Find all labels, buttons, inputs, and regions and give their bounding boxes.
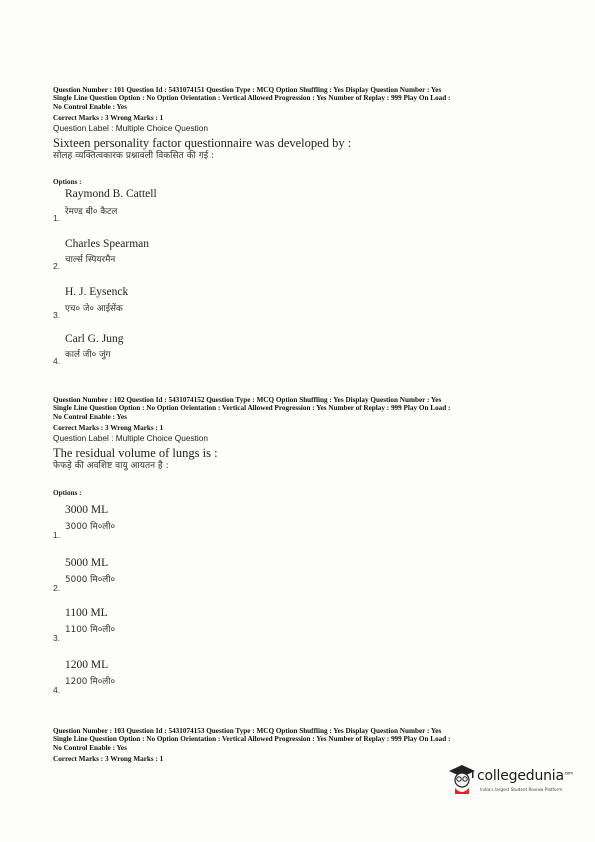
question-text-hi: सोलह व्यक्तित्वकारक प्रश्नावली विकसित की गई :	[53, 150, 215, 161]
question-101	[53, 86, 553, 163]
question-meta: Single Line Question Option : No Option Orientation : Vertical Allowed Progression : Yes Number of Replay : 999 Play On Load :	[53, 94, 451, 103]
logo-wordmark	[477, 768, 573, 784]
question-marks: Correct Marks : 3 Wrong Marks : 1	[53, 424, 164, 433]
question-102	[53, 396, 553, 473]
option-text-hi: कार्ल जी० जुंग	[65, 350, 111, 360]
options-list	[53, 504, 553, 704]
question-meta: Question Number : 103 Question Id : 5431074153 Question Type : MCQ Option Shuffling : Yes Display Question Number : Yes	[53, 727, 442, 735]
option-text-hi: एच० जे० आईसेंक	[65, 304, 123, 314]
option-text-hi: 1100 मि०ली०	[65, 625, 116, 635]
question-meta: Single Line Question Option : No Option Orientation : Vertical Allowed Progression : Yes Number of Replay : 999 Play On Load :	[53, 404, 451, 413]
question-text-hi: फेफड़े की अवशिष्ट वायु आयतन है :	[53, 460, 169, 471]
question-103	[53, 727, 553, 764]
option-number: 1.	[53, 530, 61, 540]
option-text-hi: 5000 मि०ली०	[65, 575, 116, 585]
option-text-en: 1200 ML	[65, 659, 109, 671]
option-text-en: 3000 ML	[65, 504, 109, 516]
option-text-hi: 1200 मि०ली०	[65, 677, 116, 687]
option-number: 3.	[53, 633, 61, 643]
option-text-hi: चार्ल्स स्पियरमैन	[65, 255, 116, 265]
options-list	[53, 188, 553, 378]
logo-name: collegedunia	[477, 768, 564, 784]
options-label: Options :	[53, 489, 82, 497]
logo-domain: .com	[563, 770, 573, 776]
option-text-en: 5000 ML	[65, 557, 109, 569]
option-text-hi: रेमण्ड बी० कैटल	[65, 207, 118, 217]
graduate-mascot-icon	[447, 762, 477, 798]
option-number: 2.	[53, 583, 61, 593]
option-text-en: 1100 ML	[65, 607, 108, 619]
option-number: 4.	[53, 685, 61, 695]
question-meta: Question Number : 102 Question Id : 5431074152 Question Type : MCQ Option Shuffling : Yes Display Question Number : Yes	[53, 396, 442, 404]
question-meta: Question Number : 101 Question Id : 5431074151 Question Type : MCQ Option Shuffling : Yes Display Question Number : Yes	[53, 86, 442, 94]
options-label: Options :	[53, 178, 82, 186]
option-number: 2.	[53, 261, 61, 271]
option-text-en: H. J. Eysenck	[65, 286, 129, 298]
option-text-en: Charles Spearman	[65, 238, 149, 250]
option-number: 3.	[53, 310, 61, 320]
question-label: Question Label : Multiple Choice Question	[53, 432, 208, 443]
options-heading	[53, 489, 553, 497]
question-marks: Correct Marks : 3 Wrong Marks : 1	[53, 755, 164, 764]
question-meta: No Control Enable : Yes	[53, 102, 127, 111]
question-meta: Single Line Question Option : No Option Orientation : Vertical Allowed Progression : Yes Number of Replay : 999 Play On Load :	[53, 735, 451, 744]
option-number: 4.	[53, 356, 61, 366]
question-label: Question Label : Multiple Choice Question	[53, 122, 208, 133]
question-text-en: Sixteen personality factor questionnaire was developed by :	[53, 135, 352, 150]
collegedunia-logo	[447, 762, 573, 802]
option-number: 1.	[53, 213, 61, 223]
option-text-en: Raymond B. Cattell	[65, 188, 157, 200]
question-text-en: The residual volume of lungs is :	[53, 445, 218, 460]
option-text-en: Carl G. Jung	[65, 333, 124, 345]
options-heading	[53, 178, 553, 186]
logo-tagline: India's largest Student Review Platform	[480, 787, 563, 792]
question-marks: Correct Marks : 3 Wrong Marks : 1	[53, 114, 164, 123]
option-text-hi: 3000 मि०ली०	[65, 522, 116, 532]
question-meta: No Control Enable : Yes	[53, 743, 127, 752]
question-meta: No Control Enable : Yes	[53, 412, 127, 421]
